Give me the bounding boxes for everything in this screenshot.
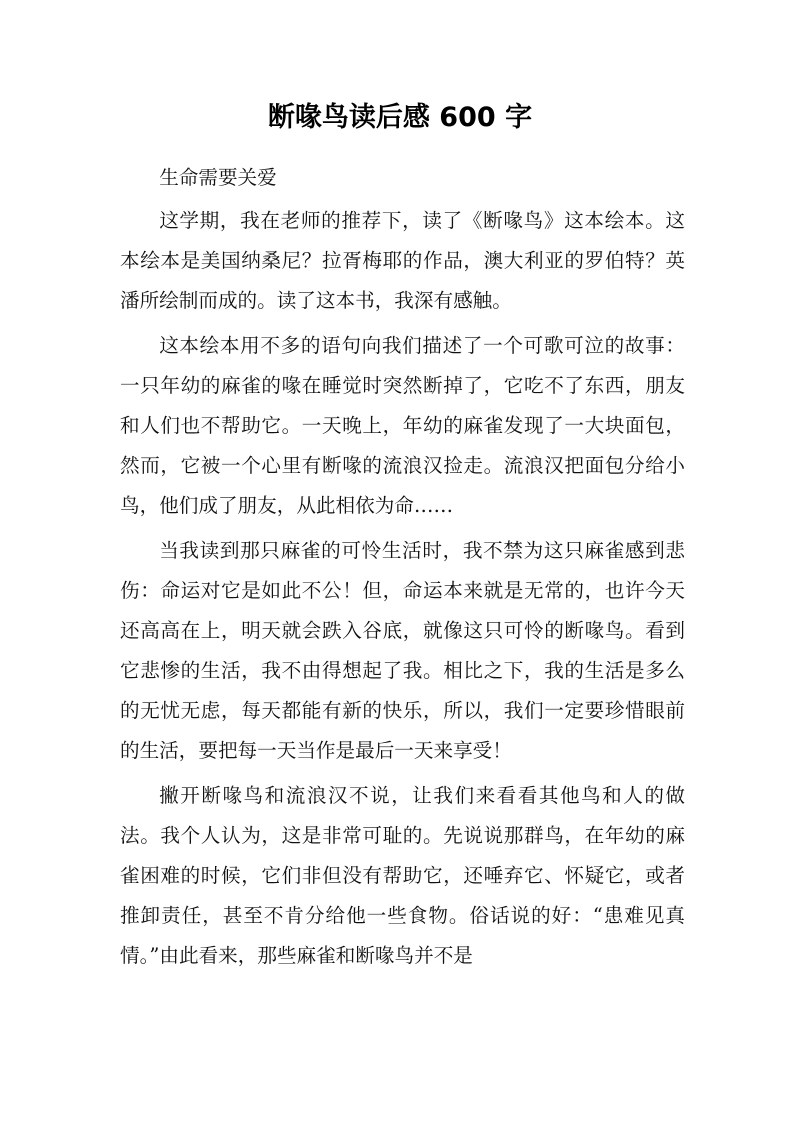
- paragraph-4: 撇开断喙鸟和流浪汉不说，让我们来看看其他鸟和人的做法。我个人认为，这是非常可耻的。先说说那群鸟，在年幼的麻雀困难的时候，它们非但没有帮助它，还唾弃它、怀疑它，或者推卸责任，甚至不肯分给他一些食物。俗话说的好：“患难见真情。”由此看来，那些麻雀和断喙鸟并不是: [120, 784, 685, 967]
- paragraph-1: 这学期，我在老师的推荐下，读了《断喙鸟》这本绘本。这本绘本是美国纳桑尼？拉胥梅耶的作品，澳大利亚的罗伯特？英潘所绘制而成的。读了这本书，我深有感触。: [120, 209, 685, 312]
- document-title: 断喙鸟读后感 600 字: [267, 102, 533, 133]
- paragraph-3: 当我读到那只麻雀的可怜生活时，我不禁为这只麻雀感到悲伤：命运对它是如此不公！但，命运本来就是无常的，也许今天还高高在上，明天就会跌入谷底，就像这只可怜的断喙鸟。看到它悲惨的生活，我不由得想起了我。相比之下，我的生活是多么的无忧无虑，每天都能有新的快乐，所以，我们一定要珍惜眼前的生活，要把每一天当作是最后一天来享受！: [120, 539, 685, 762]
- paragraph-subtitle: 生命需要关爱: [159, 166, 277, 189]
- document-body: [120, 158, 685, 981]
- paragraph-2: 这本绘本用不多的语句向我们描述了一个可歌可泣的故事：一只年幼的麻雀的喙在睡觉时突然断掉了，它吃不了东西，朋友和人们也不帮助它。一天晚上，年幼的麻雀发现了一大块面包，然而，它被一个心里有断喙的流浪汉捡走。流浪汉把面包分给小鸟，他们成了朋友，从此相依为命……: [120, 334, 685, 517]
